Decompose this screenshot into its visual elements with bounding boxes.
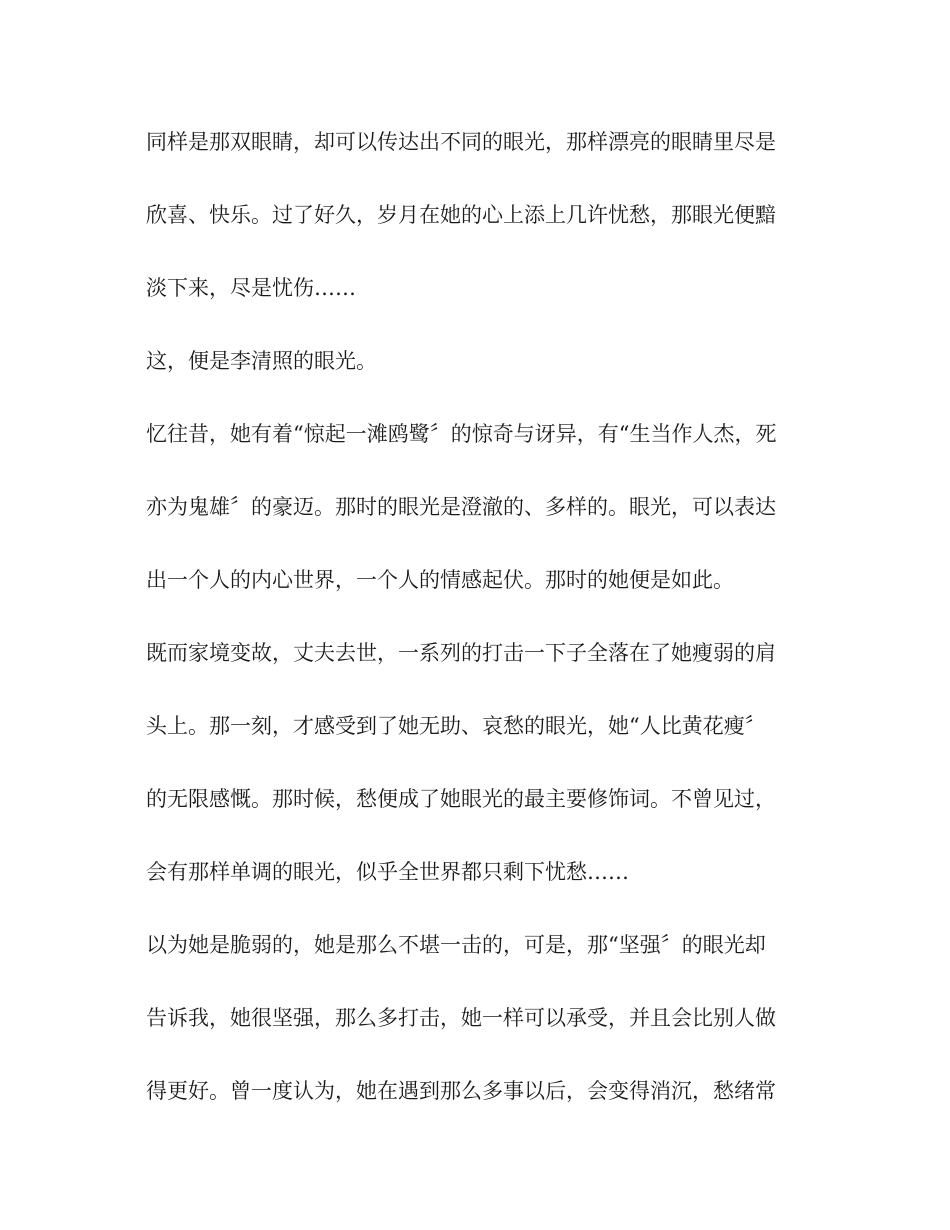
text-line: 告诉我，她很坚强，那么多打击，她一样可以承受，并且会比别人做	[146, 1006, 776, 1030]
text-line: 的无限感慨。那时候，愁便成了她眼光的最主要修饰词。不曾见过，	[146, 787, 776, 811]
text-line: 忆往昔，她有着“惊起一滩鸥鹭〞的惊奇与讶异，有“生当作人杰，死	[146, 422, 777, 446]
text-line: 会有那样单调的眼光，似乎全世界都只剩下忧愁……	[146, 860, 629, 884]
text-line: 得更好。曾一度认为，她在遇到那么多事以后，会变得消沉，愁绪常	[146, 1079, 776, 1103]
text-line: 欣喜、快乐。过了好久，岁月在她的心上添上几许忧愁，那眼光便黯	[146, 203, 776, 227]
text-line: 这，便是李清照的眼光。	[146, 349, 377, 373]
text-line: 头上。那一刻，才感受到了她无助、哀愁的眼光，她“人比黄花瘦〞	[146, 714, 766, 738]
text-line: 亦为鬼雄〞的豪迈。那时的眼光是澄澈的、多样的。眼光，可以表达	[146, 495, 776, 519]
text-line: 既而家境变故，丈夫去世，一系列的打击一下子全落在了她瘦弱的肩	[146, 641, 776, 665]
text-line: 同样是那双眼睛，却可以传达出不同的眼光，那样漂亮的眼睛里尽是	[146, 130, 776, 154]
text-line: 淡下来，尽是忧伤……	[146, 276, 356, 300]
text-line: 以为她是脆弱的，她是那么不堪一击的，可是，那“坚强〞的眼光却	[146, 933, 766, 957]
text-line: 出一个人的内心世界，一个人的情感起伏。那时的她便是如此。	[146, 568, 734, 592]
